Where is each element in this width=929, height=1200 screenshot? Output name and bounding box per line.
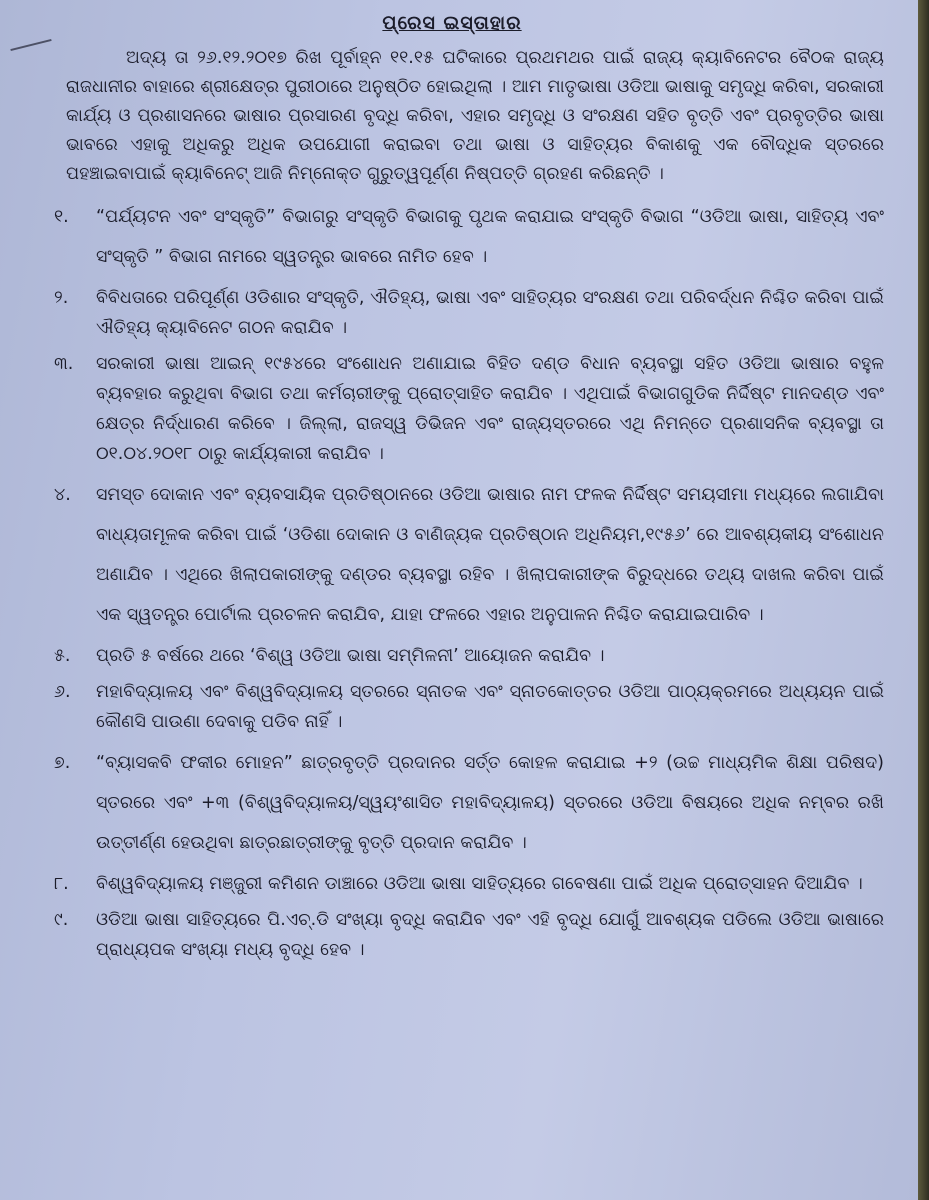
item-number: ୮. bbox=[54, 874, 69, 894]
item-text: ଓଡିଆ ଭାଷା ସାହିତ୍ୟରେ ପି.ଏଚ୍.ଡି ସଂଖ୍ୟା ବୃଦ୍ଧି କରାଯିବ ଏବଂ ଏହି ବୃଦ୍ଧି ଯୋଗୁଁ ଆବଶ୍ୟକ ପଡିଲେ ଓଡିଆ ଭାଷାରେ ପ୍ରାଧ୍ୟପକ ସଂଖ୍ୟା ମଧ୍ୟ ବୃଦ୍ଧି ହେବ । bbox=[96, 910, 884, 960]
item-number: ୬. bbox=[54, 682, 71, 702]
item-number: ୨. bbox=[54, 288, 69, 308]
item-text: ପ୍ରତି ୫ ବର୍ଷରେ ଥରେ ‘ବିଶ୍ୱ ଓଡିଆ ଭାଷା ସମ୍ମିଳନୀ’ ଆୟୋଜନ କରାଯିବ । bbox=[96, 646, 605, 666]
document-title: ପ୍ରେସ ଇସ୍ତାହାର bbox=[382, 12, 522, 34]
item-number: ୪. bbox=[54, 485, 71, 505]
item-text: ବିଶ୍ୱବିଦ୍ୟାଳୟ ମଞ୍ଜୁରୀ କମିଶନ ଡାଞ୍ଚାରେ ଓଡିଆ ଭାଷା ସାହିତ୍ୟରେ ଗବେଷଣା ପାଇଁ ଅଧିକ ପ୍ରୋତ୍ସାହନ ଦିଆଯିବ । bbox=[96, 874, 863, 894]
item-text: ସମସ୍ତ ଦୋକାନ ଏବଂ ବ୍ୟବସାୟିକ ପ୍ରତିଷ୍ଠାନରେ ଓଡିଆ ଭାଷାର ନାମ ଫଳକ ନିର୍ଦ୍ଦିଷ୍ଟ ସମୟସୀମା ମଧ୍ୟରେ ଲଗାଯିବା ବାଧ୍ୟତାମୂଳକ କରିବା ପାଇଁ ‘ଓଡିଶା ଦୋକାନ ଓ ବାଣିଜ୍ୟକ ପ୍ରତିଷ୍ଠାନ ଅଧିନିୟମ,୧୯୫୬’ ରେ ଆବଶ୍ୟକୀୟ ସଂଶୋଧନ ଅଣାଯିବ । ଏଥିରେ ଖିଲାପକାରୀଙ୍କୁ ଦଣ୍ଡର ବ୍ୟବସ୍ଥା ରହିବ । ଖିଲାପକାରୀଙ୍କ ବିରୁଦ୍ଧରେ ତଥ୍ୟ ଦାଖଲ କରିବା ପାଇଁ ଏକ ସ୍ୱତନ୍ତ୍ର ପୋର୍ଟାଲ ପ୍ରଚଳନ କରାଯିବ, ଯାହା ଫଳରେ ଏହାର ଅନୁପାଳନ ନିଶ୍ଚିତ କରାଯାଇପାରିବ । bbox=[96, 485, 884, 625]
item-text: “ବ୍ୟାସକବି ଫକୀର ମୋହନ” ଛାତ୍ରବୃତ୍ତି ପ୍ରଦାନର ସର୍ତ୍ତ କୋହଳ କରାଯାଇ +୨ (ଉଚ୍ଚ ମାଧ୍ୟମିକ ଶିକ୍ଷା ପରିଷଦ) ସ୍ତରରେ ଏବଂ +୩ (ବିଶ୍ୱବିଦ୍ୟାଳୟ/ସ୍ୱୟଂଶାସିତ ମହାବିଦ୍ୟାଳୟ) ସ୍ତରରେ ଓଡିଆ ବିଷୟରେ ଅଧିକ ନମ୍ବର ରଖି ଉତ୍ତୀର୍ଣ୍ଣ ହେଉଥିବା ଛାତ୍ରଛାତ୍ରୀଙ୍କୁ ବୃତ୍ତି ପ୍ରଦାନ କରାଯିବ । bbox=[96, 753, 884, 853]
list-item-6 bbox=[20, 677, 884, 737]
paper-edge-background bbox=[918, 0, 929, 1200]
list-item-2 bbox=[20, 283, 884, 343]
intro-paragraph: ଅଦ୍ୟ ତା ୨୬.୧୨.୨୦୧୭ ରିଖ ପୂର୍ବାହ୍ନ ୧୧.୧୫ ଘଟିକାରେ ପ୍ରଥମଥର ପାଇଁ ରାଜ୍ୟ କ୍ୟାବିନେଟର ବୈଠକ ରାଜ୍ୟ ରାଜଧାନୀର ବାହାରେ ଶ୍ରୀକ୍ଷେତ୍ର ପୁରୀଠାରେ ଅନୁଷ୍ଠିତ ହୋଇଥିଲା । ଆମ ମାତୃଭାଷା ଓଡିଆ ଭାଷାକୁ ସମୃଦ୍ଧି କରିବା, ସରକାରୀ କାର୍ଯ୍ୟ ଓ ପ୍ରଶାସନରେ ଭାଷାର ପ୍ରସାରଣ ବୃଦ୍ଧି କରିବା, ଏହାର ସମୃଦ୍ଧି ଓ ସଂରକ୍ଷଣ ସହିତ ବୃତ୍ତି ଏବଂ ପ୍ରବୃତ୍ତିର ଭାଷା ଭାବରେ ଏହାକୁ ଅଧିକରୁ ଅଧିକ ଉପଯୋଗୀ କରାଇବା ତଥା ଭାଷା ଓ ସାହିତ୍ୟର ବିକାଶକୁ ଏକ ବୌଦ୍ଧିକ ସ୍ତରରେ ପହଞ୍ଚାଇବାପାଇଁ କ୍ୟାବିନେଟ୍ ଆଜି ନିମ୍ନୋକ୍ତ ଗୁରୁତ୍ୱପୂର୍ଣ୍ଣ ନିଷ୍ପତ୍ତି ଗ୍ରହଣ କରିଛନ୍ତି । bbox=[66, 48, 884, 184]
item-number: ୩. bbox=[54, 354, 74, 374]
list-item-8 bbox=[20, 869, 884, 899]
pen-mark bbox=[10, 39, 51, 51]
item-number: ୧. bbox=[54, 207, 69, 227]
list-item-7 bbox=[20, 743, 884, 863]
item-text: ମହାବିଦ୍ୟାଳୟ ଏବଂ ବିଶ୍ୱବିଦ୍ୟାଳୟ ସ୍ତରରେ ସ୍ନାତକ ଏବଂ ସ୍ନାତକୋତ୍ତର ଓଡିଆ ପାଠ୍ୟକ୍ରମରେ ଅଧ୍ୟୟନ ପାଇଁ କୌଣସି ପାଉଣା ଦେବାକୁ ପଡିବ ନାହିଁ । bbox=[96, 682, 884, 732]
list-item-3 bbox=[20, 349, 884, 469]
item-text: ସରକାରୀ ଭାଷା ଆଇନ୍ ୧୯୫୪ରେ ସଂଶୋଧନ ଅଣାଯାଇ ବିହିତ ଦଣ୍ଡ ବିଧାନ ବ୍ୟବସ୍ଥା ସହିତ ଓଡିଆ ଭାଷାର ବହୁଳ ବ୍ୟବହାର କରୁଥିବା ବିଭାଗ ତଥା କର୍ମଚାରୀଙ୍କୁ ପ୍ରୋତ୍ସାହିତ କରାଯିବ । ଏଥିପାଇଁ ବିଭାଗଗୁଡିକ ନିର୍ଦ୍ଦିଷ୍ଟ ମାନଦଣ୍ଡ ଏବଂ କ୍ଷେତ୍ର ନିର୍ଦ୍ଧାରଣ କରିବେ । ଜିଲ୍ଲା, ରାଜସ୍ୱ ଡିଭିଜନ ଏବଂ ରାଜ୍ୟସ୍ତରରେ ଏଥି ନିମନ୍ତେ ପ୍ରଶାସନିକ ବ୍ୟବସ୍ଥା ତା ୦୧.୦୪.୨୦୧୮ ଠାରୁ କାର୍ଯ୍ୟକାରୀ କରାଯିବ । bbox=[96, 354, 884, 464]
list-item-1 bbox=[20, 197, 884, 277]
item-text: ବିବିଧତାରେ ପରିପୂର୍ଣ୍ଣ ଓଡିଶାର ସଂସ୍କୃତି, ଐତିହ୍ୟ, ଭାଷା ଏବଂ ସାହିତ୍ୟର ସଂରକ୍ଷଣ ତଥା ପରିବର୍ଦ୍ଧନ ନିଶ୍ଚିତ କରିବା ପାଇଁ ଐତିହ୍ୟ କ୍ୟାବିନେଟ ଗଠନ କରାଯିବ । bbox=[96, 288, 884, 338]
item-text: “ପର୍ଯ୍ୟଟନ ଏବଂ ସଂସ୍କୃତି” ବିଭାଗରୁ ସଂସ୍କୃତି ବିଭାଗକୁ ପୃଥକ କରାଯାଇ ସଂସ୍କୃତି ବିଭାଗ “ଓଡିଆ ଭାଷା, ସାହିତ୍ୟ ଏବଂ ସଂସ୍କୃତି ” ବିଭାଗ ନାମରେ ସ୍ୱତନ୍ତ୍ର ଭାବରେ ନାମିତ ହେବ । bbox=[96, 207, 884, 267]
list-item-5 bbox=[20, 641, 884, 671]
item-number: ୭. bbox=[54, 753, 71, 773]
item-number: ୫. bbox=[54, 646, 71, 666]
list-item-4 bbox=[20, 475, 884, 635]
item-number: ୯. bbox=[54, 910, 69, 930]
list-item-9 bbox=[20, 905, 884, 965]
